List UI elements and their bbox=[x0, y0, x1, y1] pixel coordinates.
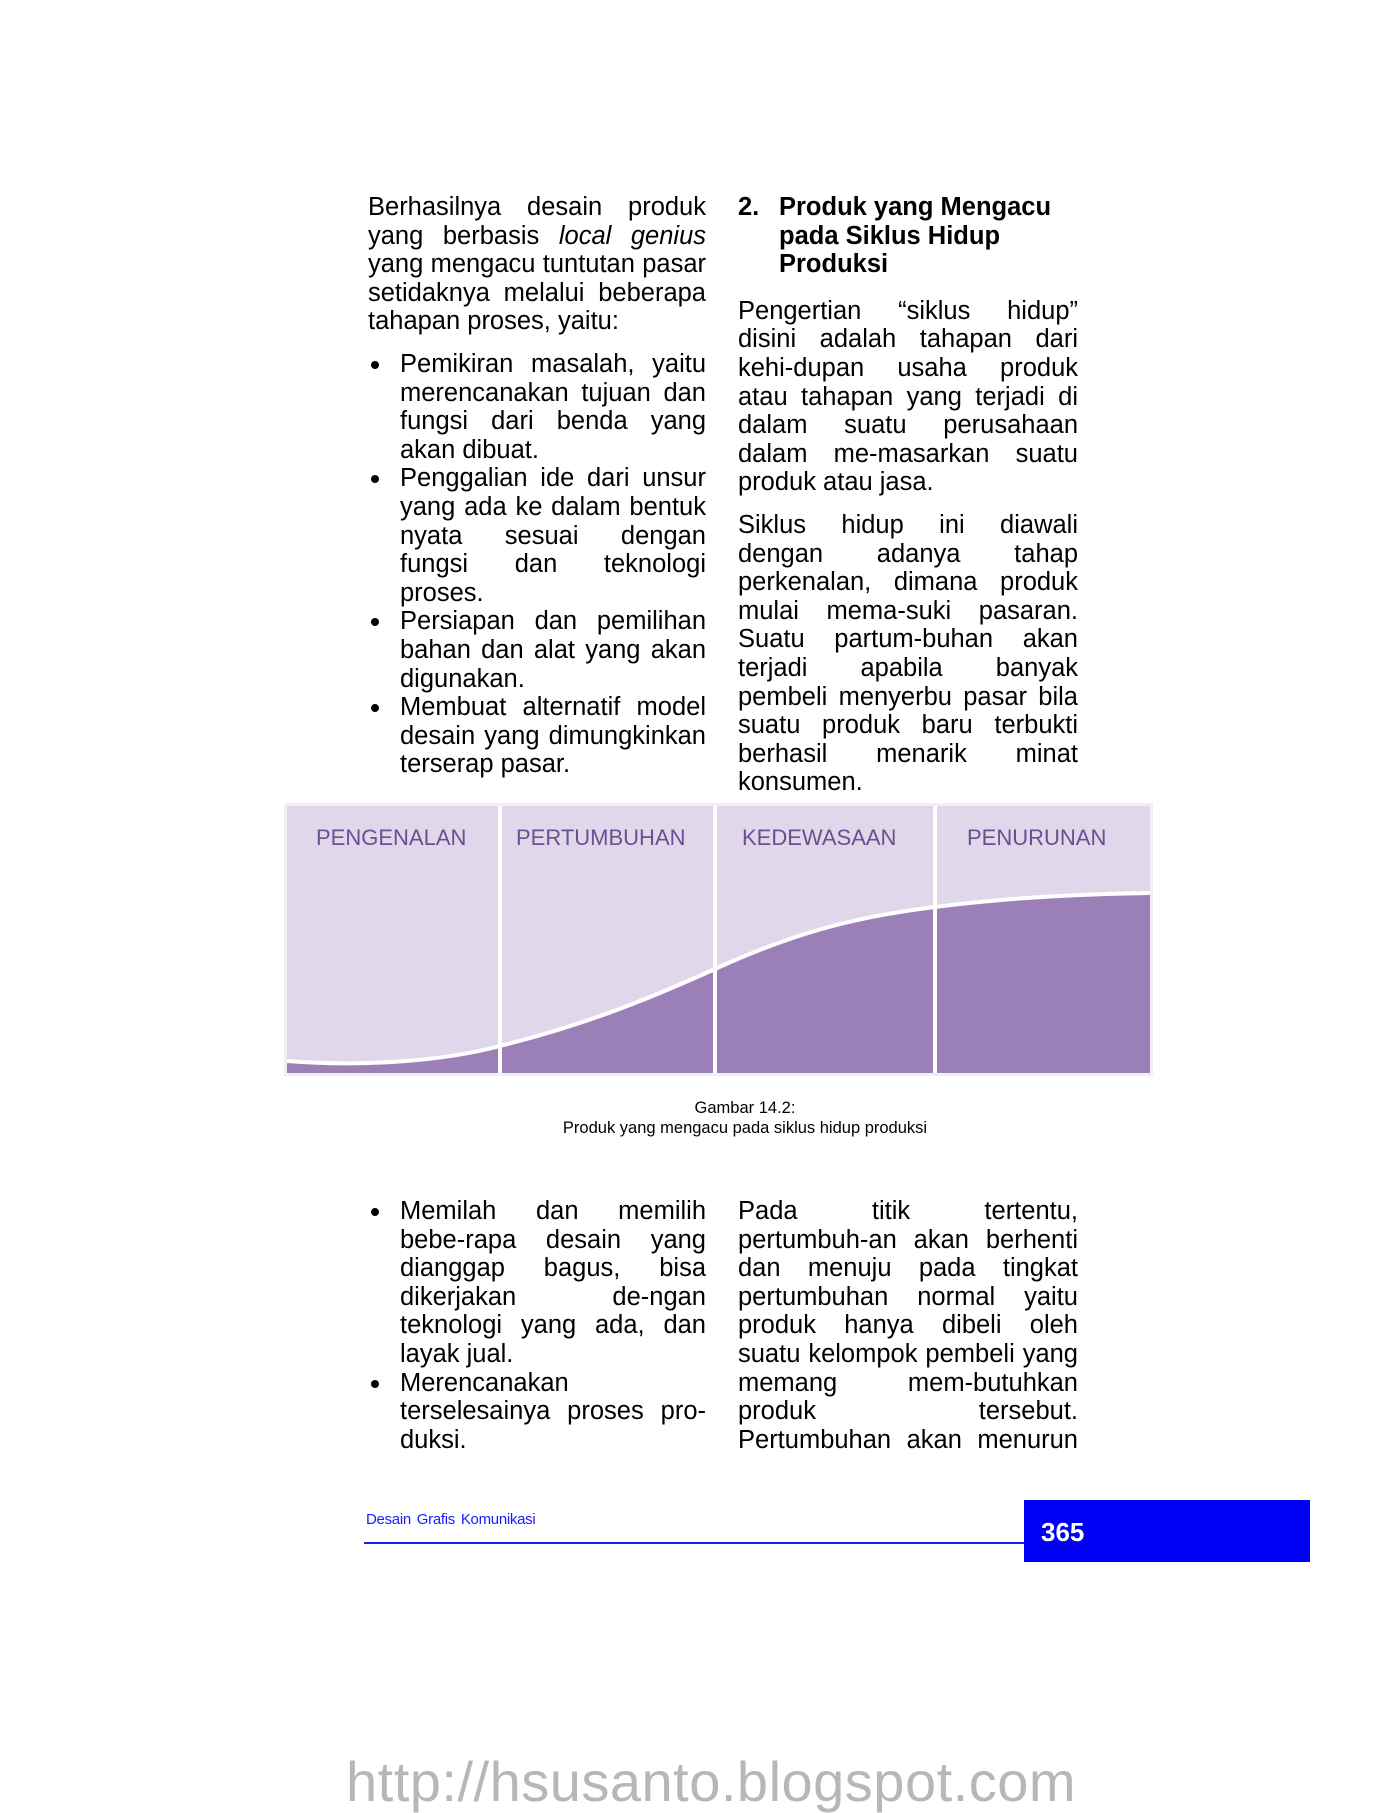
stage-label-penurunan: PENURUNAN bbox=[967, 825, 1107, 850]
list-item-text: Persiapan dan pemilihan bahan dan alat yang akan digunakan. bbox=[400, 607, 706, 693]
list-item bbox=[368, 693, 706, 779]
stage-label-pertumbuhan: PERTUMBUHAN bbox=[516, 825, 686, 850]
process-steps-list bbox=[368, 350, 706, 779]
section-heading bbox=[738, 193, 1078, 279]
bullet-icon bbox=[371, 618, 379, 626]
list-item-text: Merencanakan terselesainya proses pro-duksi. bbox=[400, 1368, 706, 1454]
paragraph: Siklus hidup ini diawali dengan adanya tahap perkenalan, dimana produk mulai mema-suki pasaran. Suatu partum-buhan akan terjadi apabila banyak pembeli menyerbu pasar bila suatu produk baru terbukti berhasil menarik minat konsumen. bbox=[738, 510, 1078, 797]
right-column-top bbox=[738, 193, 1078, 811]
left-column-top bbox=[368, 193, 706, 779]
stage-label-pengenalan: PENGENALAN bbox=[316, 825, 467, 850]
bullet-icon bbox=[371, 361, 379, 369]
intro-part: yang mengacu tuntutan pasar setidaknya melalui beberapa tahapan proses, yaitu: bbox=[368, 250, 706, 336]
list-item-text: Membuat alternatif model desain yang dimungkinkan terserap pasar. bbox=[400, 693, 706, 779]
bullet-icon bbox=[371, 1380, 379, 1388]
list-item bbox=[368, 350, 706, 464]
right-column-bottom bbox=[738, 1197, 1078, 1468]
footer-rule bbox=[364, 1542, 1024, 1544]
stage-label-kedewasaan: KEDEWASAAN bbox=[742, 825, 897, 850]
figure-caption bbox=[420, 1098, 1070, 1138]
bullet-icon bbox=[371, 475, 379, 483]
list-item-text: Memilah dan memilih bebe-rapa desain yang dianggap bagus, bisa dikerjakan de-ngan teknologi yang ada, dan layak jual. bbox=[400, 1197, 706, 1368]
bullet-icon bbox=[371, 704, 379, 712]
intro-part-italic: local genius bbox=[558, 221, 707, 250]
list-item bbox=[368, 1197, 706, 1369]
caption-label: Gambar 14.2: bbox=[694, 1099, 796, 1117]
list-item-text: Penggalian ide dari unsur yang ada ke dalam bentuk nyata sesuai dengan fungsi dan teknologi proses. bbox=[400, 464, 706, 607]
paragraph: Pengertian “siklus hidup” disini adalah tahapan dari kehi-dupan usaha produk atau tahapan yang terjadi di dalam suatu perusahaan dalam me-masarkan suatu produk atau jasa. bbox=[738, 296, 1078, 497]
footer-book-title: Desain Grafis Komunikasi bbox=[366, 1511, 536, 1528]
stage-divider bbox=[498, 806, 502, 1073]
paragraph: Pada titik tertentu, pertumbuh-an akan berhenti dan menuju pada tingkat pertumbuhan normal yaitu produk hanya dibeli oleh suatu kelompok pembeli yang memang mem-butuhkan produk tersebut. Pertumbuhan akan menurun bbox=[738, 1197, 1078, 1454]
left-column-bottom bbox=[368, 1197, 706, 1454]
section-number: 2. bbox=[738, 193, 760, 221]
page-number: 365 bbox=[1041, 1517, 1085, 1547]
process-steps-list-continued bbox=[368, 1197, 706, 1454]
bullet-icon bbox=[371, 1208, 379, 1216]
stage-divider bbox=[933, 806, 937, 1073]
caption-text: Produk yang mengacu pada siklus hidup produksi bbox=[562, 1119, 928, 1137]
intro-paragraph bbox=[368, 193, 706, 336]
product-life-cycle-figure bbox=[284, 803, 1153, 1076]
list-item-text: Pemikiran masalah, yaitu merencanakan tujuan dan fungsi dari benda yang akan dibuat. bbox=[400, 349, 706, 464]
list-item bbox=[368, 607, 706, 693]
watermark-url: http://hsusanto.blogspot.com bbox=[346, 1750, 1076, 1813]
list-item bbox=[368, 464, 706, 607]
intro-part: Berhasilnya desain produk yang berbasis bbox=[368, 193, 706, 250]
section-title: Produk yang Mengacu pada Siklus Hidup Produksi bbox=[779, 193, 1052, 279]
stage-divider bbox=[713, 806, 717, 1073]
life-cycle-diagram bbox=[284, 803, 1153, 1076]
list-item bbox=[368, 1369, 706, 1455]
